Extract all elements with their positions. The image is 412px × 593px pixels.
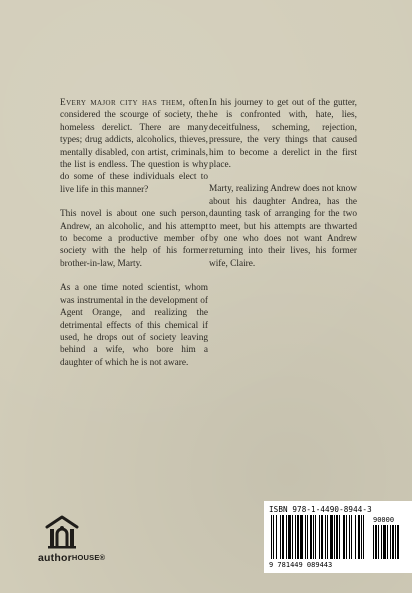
barcode-bar xyxy=(325,515,326,559)
authorhouse-logo-icon xyxy=(44,514,80,550)
barcode-bar xyxy=(295,515,296,559)
barcode-bar xyxy=(305,515,306,559)
paragraph: As a one time noted scientist, whom was instrumental in the development of Agent Orange, and realizing the detrimental effects of this chemical if used, he drops out of society leaving behind a wife, who bore him a daughter of which he is not aware. xyxy=(60,283,208,368)
left-column xyxy=(60,97,208,381)
barcode-bar xyxy=(282,515,284,559)
isbn-label: ISBN 978-1-4490-8944-3 xyxy=(269,505,372,514)
barcode-addon-bar xyxy=(390,525,391,559)
barcode-number: 9 781449 089443 xyxy=(269,561,333,569)
barcode-bar xyxy=(327,515,328,559)
barcode-addon-bar xyxy=(378,525,379,559)
barcode xyxy=(269,515,409,561)
paragraph: This novel is about one such person, Andrew, an alcoholic, and his attempt to become a productive member of society with the help of his former brother-in-law, Marty. xyxy=(60,209,208,269)
barcode-bar xyxy=(321,515,323,559)
barcode-bar xyxy=(315,515,316,559)
barcode-bar xyxy=(280,515,281,559)
barcode-bar xyxy=(351,515,352,559)
barcode-bar xyxy=(273,515,274,559)
barcode-addon-bar xyxy=(397,525,399,559)
barcode-addon-bar xyxy=(392,525,394,559)
publisher-logo xyxy=(38,514,118,574)
lead-in-text: Every major city has them, xyxy=(60,98,186,108)
barcode-bar xyxy=(313,515,314,559)
barcode-bar xyxy=(271,515,272,559)
barcode-bar xyxy=(355,515,356,559)
paragraph: Marty, realizing Andrew does not know about his daughter Andrea, has the daunting task of arranging for the two to meet, but his attempts are thwarted by one who does not want Andrew returning into their lives, his former wife, Claire. xyxy=(209,184,357,269)
barcode-bar xyxy=(349,515,350,559)
barcode-addon-bar xyxy=(395,525,396,559)
barcode-bar xyxy=(276,515,277,559)
barcode-bar xyxy=(346,515,347,559)
barcode-bar xyxy=(334,515,335,559)
barcode-bar xyxy=(358,515,360,559)
barcode-bar xyxy=(288,515,291,559)
price-code-label: 90000 xyxy=(373,516,395,524)
barcode-addon-bar xyxy=(381,525,382,559)
barcode-bar xyxy=(286,515,287,559)
barcode-panel xyxy=(264,501,412,573)
barcode-bar xyxy=(361,515,362,559)
paragraph-text: often considered the scourge of society, the homeless derelict. There are many types; drug addicts, alcoholics, thieves, mentally disabled, con artist, criminals, the list is endless. The question is why do some of these individuals elect to live life in this manner? xyxy=(60,98,208,195)
barcode-bar xyxy=(292,515,293,559)
barcode-addon-bar xyxy=(373,525,374,559)
barcode-addon-bar xyxy=(383,525,386,559)
barcode-bar xyxy=(330,515,333,559)
barcode-addon-bar xyxy=(375,525,377,559)
barcode-bar xyxy=(319,515,320,559)
barcode-bar xyxy=(307,515,308,559)
right-column xyxy=(209,97,357,282)
barcode-bar xyxy=(297,515,299,559)
barcode-bar xyxy=(336,515,338,559)
paragraph: In his journey to get out of the gutter, he is confronted with, hate, lies, deceitfulness, scheming, rejection, pressure, the very things that caused him to become a derelict in the first place. xyxy=(209,98,357,171)
barcode-addon-bar xyxy=(387,525,388,559)
barcode-bar xyxy=(300,515,303,559)
barcode-bar xyxy=(339,515,340,559)
publisher-name: authorHOUSE® xyxy=(38,552,106,564)
paragraph xyxy=(60,97,208,196)
barcode-bar xyxy=(363,515,364,559)
barcode-bar xyxy=(343,515,345,559)
barcode-bar xyxy=(310,515,312,559)
